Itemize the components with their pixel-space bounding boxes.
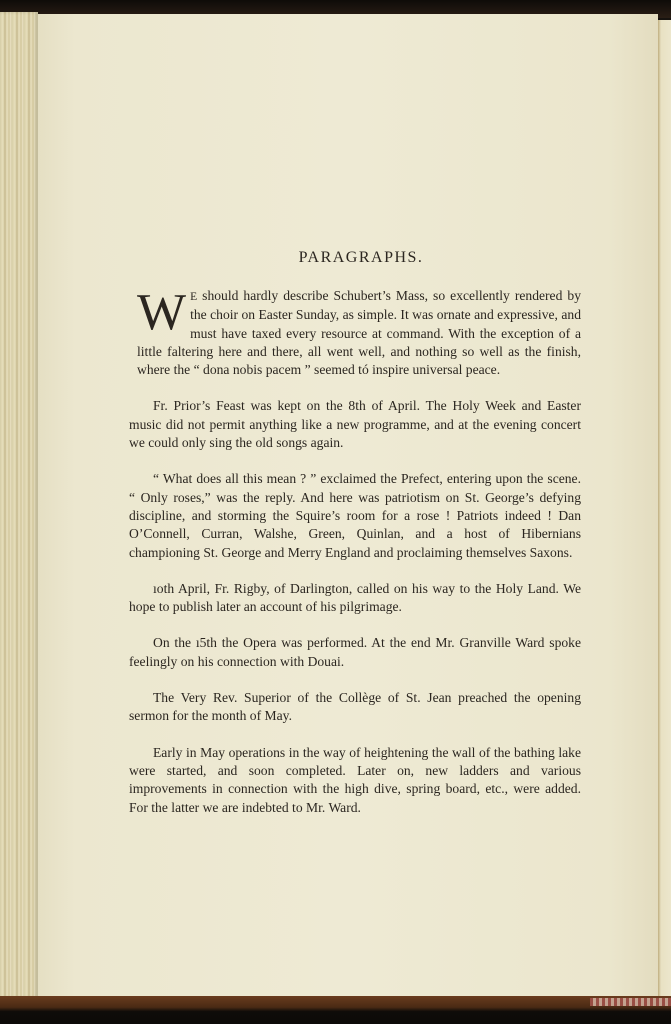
paragraph-schubert-mass (129, 284, 581, 379)
paragraph-text: should hardly describe Schubert’s Mass, so excellently rendered by the choir on Easter Sunday, as simple. It was ornate and expressive, and must have taxed every resource at command. With the exception of a little faltering here and there, all went well, and nothing so well as the finish, where the “ dona nobis pacem ” seemed tó inspire universal peace. (137, 288, 581, 378)
paragraph-sermon: The Very Rev. Superior of the Collège of St. Jean preached the opening sermon for the month of May. (129, 690, 581, 724)
paragraph-prior-feast: Fr. Prior’s Feast was kept on the 8th of April. The Holy Week and Easter music did not permit anything like a new programme, and at the evening concert we could only sing the old songs again. (129, 398, 581, 451)
paragraph-bathing-lake: Early in May operations in the way of heightening the wall of the bathing lake were started, and soon completed. Later on, new ladders and various improvements in connection with the high dive, spring board, etc., were added. For the latter we are indebted to Mr. Ward. (129, 744, 581, 815)
page-stack-edges (0, 12, 38, 998)
page-fold-edge (658, 20, 671, 998)
drop-cap: W (137, 284, 187, 341)
paragraph-roses: “ What does all this mean ? ” exclaimed the Prefect, entering upon the scene. “ Only roses,” was the reply. And here was patriotism on St. George’s defying discipline, and storming the Squire’s room for a rose ! Patriots indeed ! Dan O’Connell, Curran, Walshe, Green, Quinlan, and a host of Hibernians championing St. George and Merry England and proclaiming themselves Saxons. (129, 471, 581, 560)
small-cap: E (190, 291, 198, 303)
marbled-edge (590, 998, 671, 1006)
book-cover-bottom (0, 996, 671, 1024)
paragraph-opera: On the ı5th the Opera was performed. At the end Mr. Granville Ward spoke feelingly on his connection with Douai. (129, 635, 581, 669)
paragraph-fr-rigby: ıoth April, Fr. Rigby, of Darlington, called on his way to the Holy Land. We hope to publish later an account of his pilgrimage. (129, 580, 581, 615)
page-title: PARAGRAPHS. (298, 249, 424, 266)
page-text (129, 248, 581, 835)
